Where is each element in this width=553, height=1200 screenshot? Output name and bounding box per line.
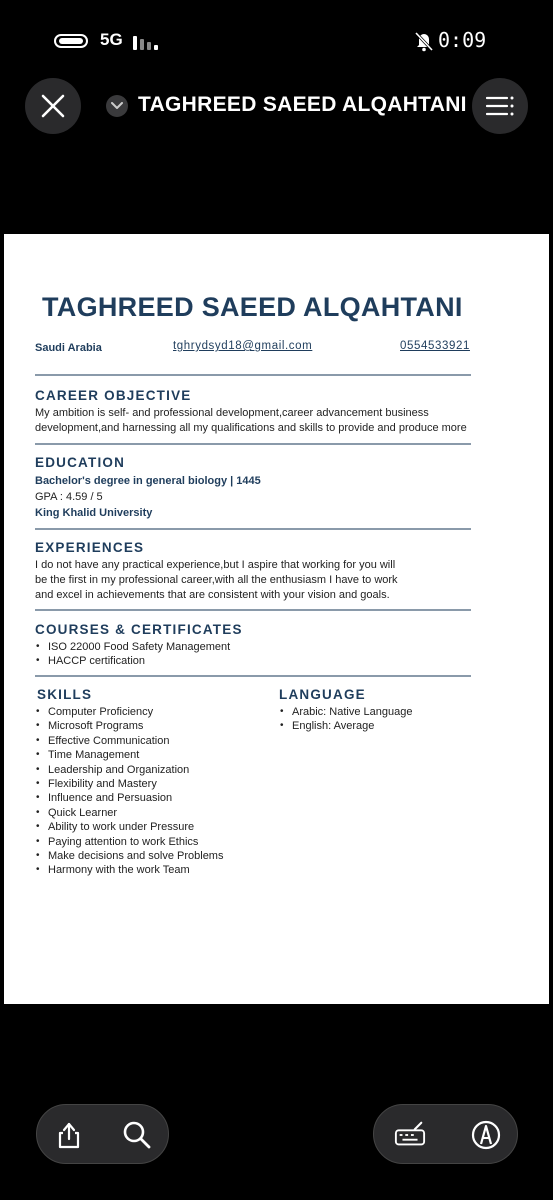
courses-list — [36, 640, 230, 669]
divider — [35, 374, 471, 376]
markup-pen-icon[interactable] — [470, 1119, 502, 1151]
list-item: • Microsoft Programs — [36, 719, 223, 733]
experiences-line: be the first in my professional career,with all the enthusiasm I have to work — [35, 574, 398, 586]
document-page[interactable] — [4, 234, 549, 1004]
list-item: • Leadership and Organization — [36, 763, 223, 777]
language-list — [280, 705, 412, 734]
share-icon[interactable] — [53, 1119, 85, 1151]
network-label: 5G — [100, 30, 123, 49]
career-objective-line: development,and harnessing all my qualifications and skills to provide and produce more — [35, 422, 467, 434]
list-item: • Flexibility and Mastery — [36, 777, 223, 791]
experiences-heading: EXPERIENCES — [35, 540, 145, 555]
experiences-line: and excel in achievements that are consistent with your vision and goals. — [35, 589, 390, 601]
left-toolbar — [36, 1104, 169, 1164]
divider — [35, 609, 471, 611]
language-heading: LANGUAGE — [279, 687, 366, 702]
document-title[interactable]: TAGHREED SAEED ALQAHTANI — [138, 93, 467, 116]
list-item: • Time Management — [36, 748, 223, 762]
mute-icon — [413, 30, 435, 52]
search-icon[interactable] — [121, 1119, 153, 1151]
list-item: • ISO 22000 Food Safety Management — [36, 640, 230, 654]
menu-button[interactable] — [472, 78, 528, 134]
resume-email-link[interactable]: tghrydsyd18@gmail.com — [173, 340, 313, 352]
list-item: • Quick Learner — [36, 806, 223, 820]
education-degree: Bachelor's degree in general biology | 1445 — [35, 475, 261, 487]
list-item: • HACCP certification — [36, 654, 230, 668]
experiences-line: I do not have any practical experience,but I aspire that working for you will — [35, 559, 396, 571]
list-item: • Influence and Persuasion — [36, 791, 223, 805]
list-item: • Paying attention to work Ethics — [36, 835, 223, 849]
markup-icon[interactable] — [394, 1119, 426, 1151]
career-objective-line: My ambition is self- and professional development,career advancement business — [35, 407, 429, 419]
signal-icon — [133, 34, 163, 50]
career-objective-heading: CAREER OBJECTIVE — [35, 388, 192, 403]
divider — [35, 528, 471, 530]
battery-icon — [54, 34, 88, 48]
chevron-down-icon — [111, 102, 123, 110]
title-dropdown-button[interactable] — [106, 95, 128, 117]
education-heading: EDUCATION — [35, 455, 126, 470]
right-toolbar — [373, 1104, 518, 1164]
list-item: • Computer Proficiency — [36, 705, 223, 719]
list-item: • Arabic: Native Language — [280, 705, 412, 719]
close-icon — [41, 94, 65, 118]
list-item: • Make decisions and solve Problems — [36, 849, 223, 863]
skills-heading: SKILLS — [37, 687, 93, 702]
list-item: • Harmony with the work Team — [36, 863, 223, 877]
menu-icon — [486, 96, 514, 116]
clock: 0:09 — [438, 28, 487, 52]
list-item: • Ability to work under Pressure — [36, 820, 223, 834]
skills-list — [36, 705, 223, 878]
status-bar — [0, 26, 553, 56]
list-item: • English: Average — [280, 719, 412, 733]
resume-country: Saudi Arabia — [35, 342, 102, 354]
courses-heading: COURSES & CERTIFICATES — [35, 622, 243, 637]
education-university: King Khalid University — [35, 507, 153, 519]
list-item: • Effective Communication — [36, 734, 223, 748]
close-button[interactable] — [25, 78, 81, 134]
divider — [35, 675, 471, 677]
divider — [35, 443, 471, 445]
resume-name: TAGHREED SAEED ALQAHTANI — [42, 292, 463, 322]
resume-phone-link[interactable]: 0554533921 — [400, 340, 470, 352]
education-gpa: GPA : 4.59 / 5 — [35, 491, 103, 503]
